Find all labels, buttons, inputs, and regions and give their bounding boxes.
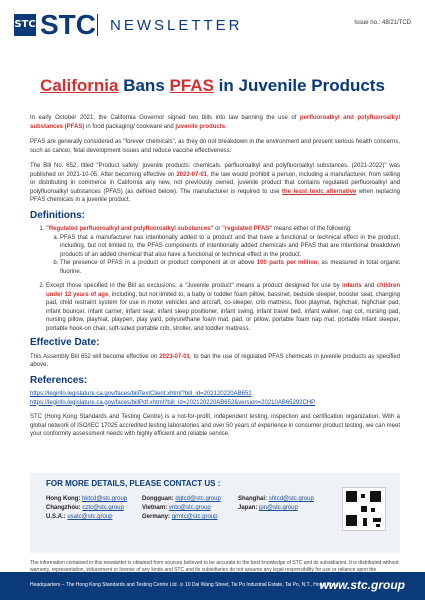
about-stc: STC (Hong Kong Standards and Testing Centre) is a not-for-profit, independent testing, inspection and certification organization. With a global network of ISO/IEC 17025 accredited testing laboratories and over 50 years of experience in consumer product testing, we can meet your conformity assessment needs with highly efficient and reliable service. <box>30 414 400 437</box>
reference-link[interactable]: https://leginfo.legislature.ca.gov/faces/billTextClient.xhtml?bill_id=202120220AB652 <box>30 391 252 397</box>
title-part-bans: Bans <box>123 76 165 95</box>
contact-entry: Dongguan: dgtcd@stc.group <box>142 496 221 502</box>
intro-paragraph-3: The Bill No. 652, titled "Product safety: juvenile products: chemicals: perfluoroalkyl and polyfluoroalkyl substances. (2021-2022)" was published on 2021-10-05. After becoming effective on 2023-07-01, the law would prohibit a person, including a manufacturer, from selling or distributing in commerce in California any new, not previously owned, juvenile product that contains regulated perfluoroalkyl and polyfluoroalkyl substances (PFAS) (as defined below). The manufacturer is required to use the least toxic alternative when replacing PFAS chemicals in a juvenile product. <box>30 163 400 203</box>
stc-logo-text: STC <box>40 9 96 40</box>
effective-date-text: This Assembly Bill 652 will become effective on 2023-07-01, to ban the use of regulated PFAS chemicals in juvenile products as specified above. <box>30 353 401 368</box>
issue-number: Issue no.: 48/21/TCD <box>354 20 411 26</box>
contact-entry: Vietnam: vntc@stc.group <box>142 505 211 511</box>
stc-logo-icon: STC <box>14 14 36 36</box>
definition-item: 1. "Regulated perfluoroalkyl and polyfluoroalkyl substances" or "regulated PFAS" means either of the following: a. PFAS that a manufacturer has intentionally added to a product and that have a functional or technical effect in the product, including, but not limited to, the PFAS components of intentionally added chemicals and PFAS that are intentional breakdown products of an added chemical that also have a functional or technical effect in the product. b. The presence of PFAS in a product or product component at or above 100 parts per million, as measured in total organic fluorine. <box>46 225 400 276</box>
newsletter-header <box>0 0 425 54</box>
contact-row <box>46 504 336 513</box>
headquarters-address: Headquarters – The Hong Kong Standards and Testing Centre Ltd. ⊙ 10 Dai Wang Street, Tai Po Industrial Estate, Tai Po, N.T., Hong Kong <box>30 582 339 588</box>
contact-email-link[interactable]: dgtcd@stc.group <box>175 496 221 502</box>
contact-email-link[interactable]: vntc@stc.group <box>168 505 211 511</box>
reference-link[interactable]: https://leginfo.legislature.ca.gov/faces/billPdf.xhtml?bill_id=202120220AB652&version=20210AB65292CHP <box>30 399 316 406</box>
definition-sublist <box>46 234 400 277</box>
article-body <box>30 114 400 446</box>
contact-grid <box>46 495 336 522</box>
contact-heading: FOR MORE DETAILS, PLEASE CONTACT US : <box>46 479 221 488</box>
definition-subitem: b. The presence of PFAS in a product or product component at or above 100 parts per million, as measured in total organic fluorine. <box>60 259 400 276</box>
contact-entry: Changzhou: cztc@stc.group <box>46 505 124 511</box>
definitions-heading: Definitions: <box>30 209 85 221</box>
contact-entry: Shanghai: shtcd@stc.group <box>238 496 314 502</box>
newsletter-label: NEWSLETTER <box>110 17 243 34</box>
intro-paragraph-2: PFAS are generally considered as "forever chemicals", as they do not breakdown in the environment and present serious health concerns, such as cancer, fetal development issues and reduce vaccine effectiveness. <box>30 139 400 154</box>
title-part-rest: in Juvenile Products <box>218 76 385 95</box>
contact-row <box>46 513 336 522</box>
contact-entry: Germany: grmtc@stc.group <box>142 514 218 520</box>
header-divider <box>97 14 98 36</box>
contact-row <box>46 495 336 504</box>
contact-email-link[interactable]: jpn@stc.group <box>259 505 298 511</box>
title-part-pfas: PFAS <box>169 76 214 95</box>
contact-email-link[interactable]: cztc@stc.group <box>82 505 124 511</box>
disclaimer-text: The information contained in this newsletter is obtained from sources believed to be accurate to the best knowledge of STC and its subsidiaries. It is distributed without warranty, representation, inducement or license of any kinds and STC and its subsidiaries do not assume any legal responsibility for use or reliance upon the <box>30 560 399 573</box>
footer-bar <box>0 572 425 600</box>
contact-email-link[interactable]: usatc@stc.group <box>67 514 113 520</box>
qr-code-icon[interactable] <box>342 487 386 531</box>
contact-email-link[interactable]: hktcd@stc.group <box>82 496 128 502</box>
contact-email-link[interactable]: shtcd@stc.group <box>268 496 314 502</box>
page-title <box>0 76 425 96</box>
contact-email-link[interactable]: grmtc@stc.group <box>171 514 218 520</box>
title-part-california: California <box>40 76 119 95</box>
definitions-list <box>30 225 400 333</box>
references-list <box>30 390 400 407</box>
definition-item: 2. Except those specified in the Bill as exclusions, a "Juvenile product" means a product designed for use by infants and children under 12 years of age, including, but not limited to, a baby or toddler foam pillow, bassinet, bedside sleeper, booster seat, changing pad, child restraint system for use in motor vehicles and aircraft, co-sleeper, crib mattress, floor playmat, highchair, highchair pad, infant bouncer, infant carrier, infant seat, infant sleep positioner, infant swing, infant travel bed, infant walker, nap cot, nursing pad, nursing pillow, playmat, playpen, play yard, polyurethane foam mat, pad, or pillow, portable foam nap mat, portable infant sleeper, portable hook-on chair, soft-sided portable crib, stroller, and toddler mattress. <box>46 282 400 333</box>
definition-subitem: a. PFAS that a manufacturer has intentionally added to a product and that have a functional or technical effect in the product, including, but not limited to, the PFAS components of intentionally added chemicals and PFAS that are intentional breakdown products of an added chemical that also have a functional or technical effect in the product. <box>60 234 400 260</box>
references-heading: References: <box>30 374 88 386</box>
intro-paragraph-1: In early October 2021, the California Governor signed two bills into law banning the use of perfluoroalkyl and polyfluoroalkyl substances (PFAS) in food packaging/ cookware and juvenile products. <box>30 115 400 130</box>
effective-date-heading: Effective Date: <box>30 337 100 348</box>
contact-entry: U.S.A.: usatc@stc.group <box>46 514 113 520</box>
contact-entry: Hong Kong: hktcd@stc.group <box>46 496 128 502</box>
contact-box <box>30 473 400 553</box>
website-link[interactable]: www.stc.group <box>319 578 405 592</box>
contact-entry: Japan: jpn@stc.group <box>238 505 298 511</box>
